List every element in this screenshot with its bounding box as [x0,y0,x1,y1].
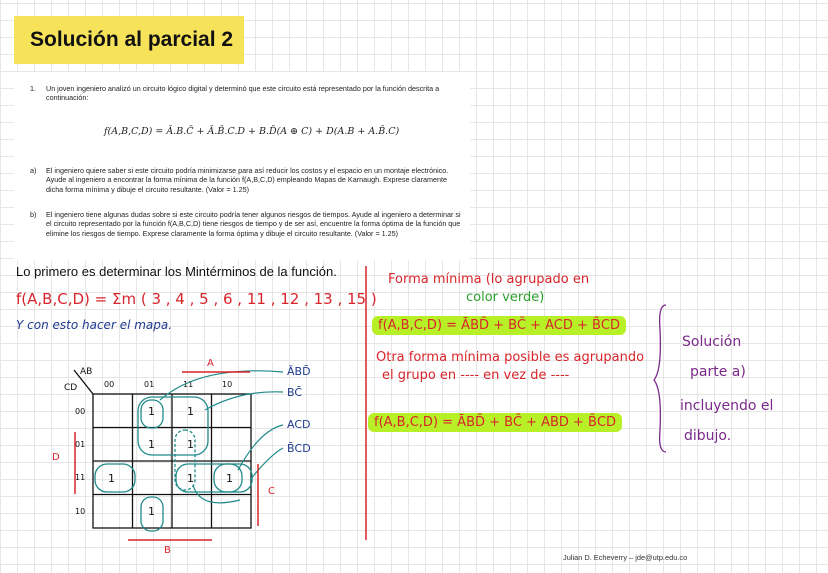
kmap-one-m3: 1 [108,472,115,485]
kmap-row-01: 01 [75,440,86,449]
solution-note-4: dibujo. [684,428,732,444]
kmap-one-m13: 1 [187,438,194,451]
kmap-arrows [160,371,283,503]
term-b-cbar: BC̄ [287,386,303,399]
kmap-one-m4: 1 [148,405,155,418]
group-bbar-cd-right [214,464,252,492]
footer-author: Julian D. Echeverry – jde@utp.edu.co [563,553,688,562]
minimal-expression-2: f(A,B,C,D) = ĀBD̄ + BC̄ + ABD + B̄CD [368,413,622,432]
function-formula: f(A,B,C,D) = Ā.B.C̄ + Ā.B̄.C.D + B.D̄(A ⊕ C) + D(A.B + A.B̄.C) [104,126,400,137]
kmap-groups [95,397,252,531]
minimal-expression-1: f(A,B,C,D) = ĀBD̄ + BC̄ + ACD + B̄CD [372,316,626,335]
kmap-row-11: 11 [75,473,86,482]
otra-forma-line1: Otra forma mínima posible es agrupando [376,350,645,365]
kmap-label-a: A [207,358,214,369]
kmap-col-11: 11 [183,380,194,389]
group-bbar-cd-left [95,464,135,492]
kmap-label-b: B [164,545,171,556]
forma-minima-line1: Forma mínima (lo agrupado en [388,272,590,287]
problem-intro: Un joven ingeniero analizó un circuito lógico digital y determinó que este circuito está representado por la función descrita a continuación: [46,84,440,103]
step1-text: Lo primero es determinar los Mintérminos de la función. [16,264,337,279]
kmap-label-d: D [52,452,60,463]
kmap-cd-label: CD [64,383,78,393]
kmap-row-00: 00 [75,407,86,416]
map-intro-text: Y con esto hacer el mapa. [16,318,173,332]
solution-note-2: parte a) [690,364,746,380]
kmap-label-c: C [268,486,275,497]
part-a-text: El ingeniero quiere saber si este circuito podría minimizarse para así reducir los costos y el espacio en un montaje electrónico. Ayude al ingeniero a encontrar la forma mínima de la función f(A,B,C,D) empleando Mapas de Karnaugh. Exprese claramente dicha forma mínima y dibuje el circuito resultante. (Valor = 1.25) [46,166,449,194]
page-title: Solución al parcial 2 [14,16,244,64]
problem-number: 1. [30,84,36,93]
kmap-one-m15: 1 [187,472,194,485]
kmap-row-10: 10 [75,507,86,516]
term-acd: ACD [287,418,311,431]
term-bbar-cd: B̄CD [287,442,311,455]
kmap-one-m6: 1 [148,505,155,518]
solution-note-1: Solución [682,334,742,350]
kmap-one-m5: 1 [148,438,155,451]
part-b-text: El ingeniero tiene algunas dudas sobre si este circuito podría tener algunos riesgos de tiempos. Ayude al ingeniero a determinar si el circuito representado por la función f(A,B,C,D) tiene riesgos de tiempo y de ser así, encuentre la forma óptima de la función que elimine los riesgos de tiempo. Exprese claramente la forma óptima y dibuje el circuito resultante. (Valor = 1.25) [46,210,461,238]
forma-minima-line2: color verde) [466,290,545,305]
otra-forma-line2: el grupo en ---- en vez de ---- [382,368,570,383]
kmap-col-10: 10 [222,380,233,389]
part-a-label: a) [30,166,37,175]
minterms-expression: f(A,B,C,D) = Σm ( 3 , 4 , 5 , 6 , 11 , 12 , 13 , 15 ) [16,290,377,308]
kmap-ab-label: AB [80,367,93,377]
solution-brace [654,305,666,452]
kmap-col-01: 01 [144,380,155,389]
kmap-one-m12: 1 [187,405,194,418]
part-b-label: b) [30,210,37,219]
kmap-one-m11: 1 [226,472,233,485]
kmap-col-00: 00 [104,380,115,389]
term-abar-b-dbar: ĀBD̄ [287,365,311,378]
solution-note-3: incluyendo el [680,398,774,414]
